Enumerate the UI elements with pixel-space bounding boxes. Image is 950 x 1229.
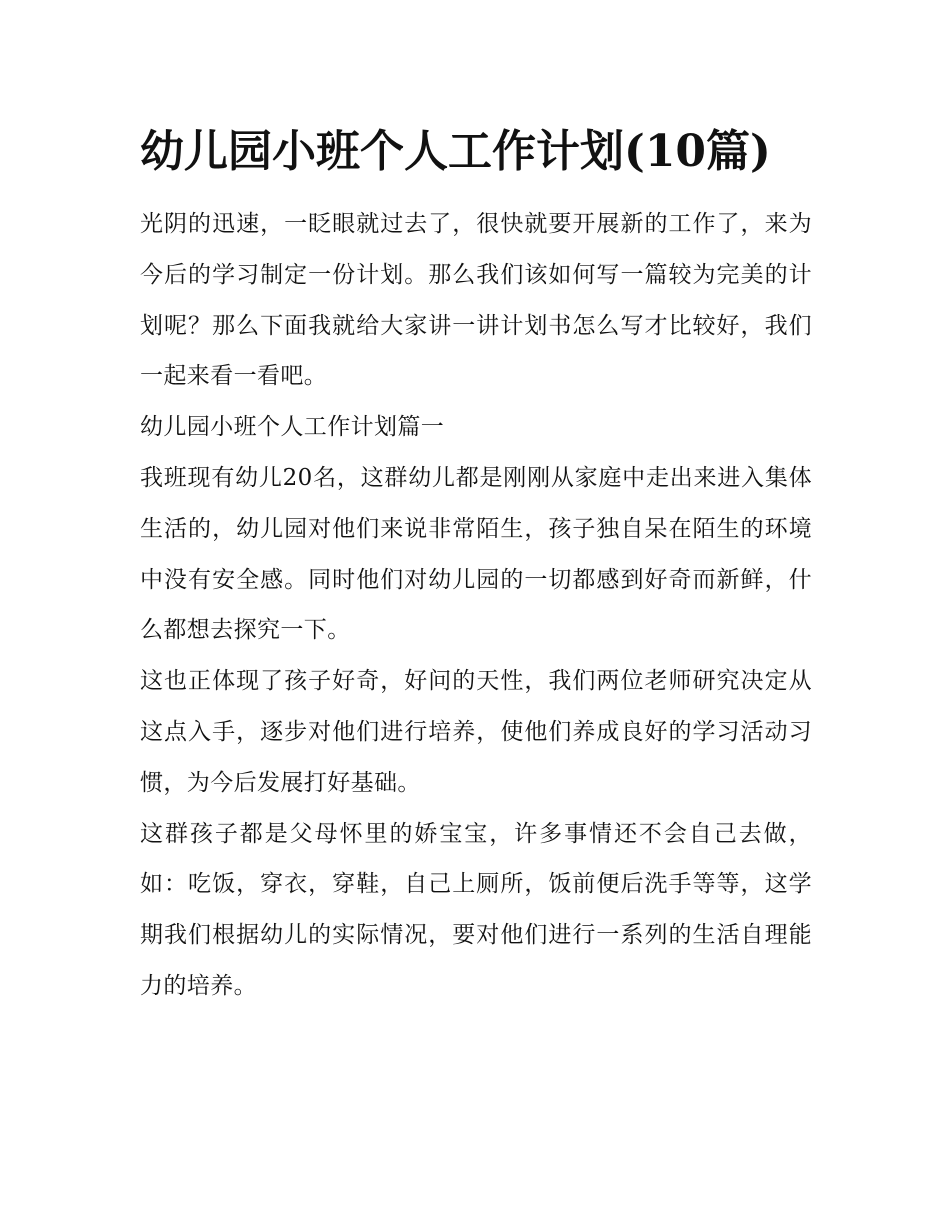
body-paragraph: 我班现有幼儿20名，这群幼儿都是刚刚从家庭中走出来进入集体生活的，幼儿园对他们来说非常陌生，孩子独自呆在陌生的环境中没有安全感。同时他们对幼儿园的一切都感到好奇而新鲜，什么都想去探究一下。: [140, 464, 812, 644]
page-title: 幼儿园小班个人工作计划(10篇): [140, 126, 771, 177]
intro-paragraph: 光阴的迅速，一眨眼就过去了，很快就要开展新的工作了，来为今后的学习制定一份计划。那么我们该如何写一篇较为完美的计划呢？那么下面我就给大家讲一讲计划书怎么写才比较好，我们一起来看一看吧。: [140, 211, 812, 390]
document-page: [140, 112, 812, 1012]
body-paragraph: 这也正体现了孩子好奇，好问的天性，我们两位老师研究决定从这点入手，逐步对他们进行培养，使他们养成良好的学习活动习惯，为今后发展打好基础。: [140, 668, 812, 796]
section-heading: 幼儿园小班个人工作计划篇一: [140, 414, 445, 441]
document-body: [140, 199, 812, 1012]
body-paragraph: 这群孩子都是父母怀里的娇宝宝，许多事情还不会自己去做，如：吃饭，穿衣，穿鞋，自己上厕所，饭前便后洗手等等，这学期我们根据幼儿的实际情况，要对他们进行一系列的生活自理能力的培养。: [140, 820, 812, 999]
